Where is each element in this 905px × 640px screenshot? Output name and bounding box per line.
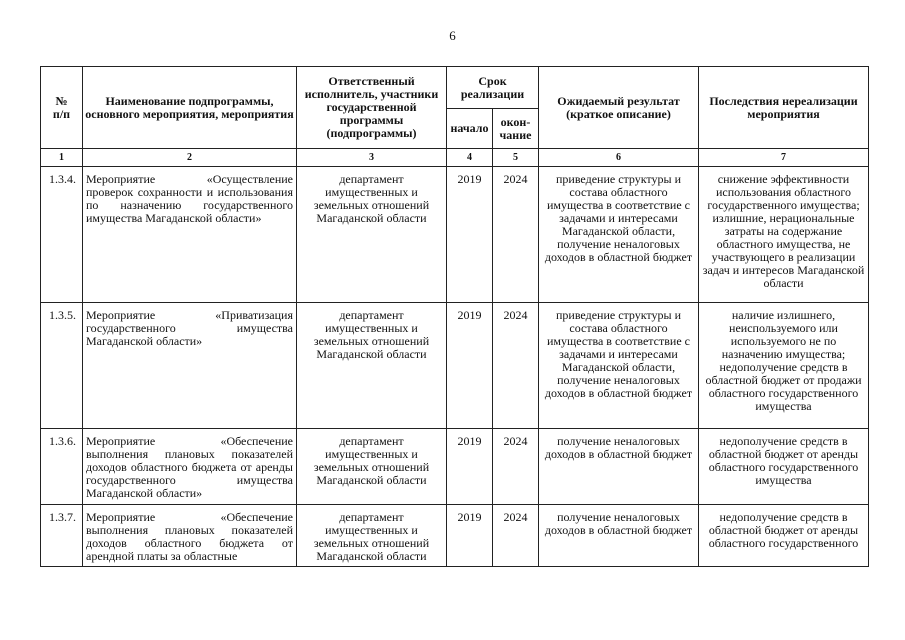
row-end: 2024 [493,505,539,567]
row-name: Мероприятие «Обеспечение выполнения плановых показателей доходов областного бюджета от арендной платы за областные [83,505,297,567]
row-consequence: снижение эффективности использования областного государственного имущества; излишние, нерациональные затраты на содержание областного имущества, не участвующего в реализации задач и интересов Магаданской области [699,167,869,303]
row-executor: департамент имущественных и земельных отношений Магаданской области [297,167,447,303]
header-end: окон- чание [493,109,539,149]
col-number-4: 4 [447,149,493,167]
row-consequence: недополучение средств в областной бюджет от аренды областного государственного [699,505,869,567]
row-name: Мероприятие «Обеспечение выполнения плановых показателей доходов областного бюджета от аренды государственного имущества Магаданской области» [83,429,297,505]
page-number: 6 [449,28,456,43]
col-number-6: 6 [539,149,699,167]
row-executor: департамент имущественных и земельных отношений Магаданской области [297,303,447,429]
header-name: Наименование подпрограммы, основного мероприятия, мероприятия [83,67,297,149]
col-number-7: 7 [699,149,869,167]
program-table [40,66,869,567]
row-start: 2019 [447,429,493,505]
row-consequence: недополучение средств в областной бюджет от аренды областного государственного имущества [699,429,869,505]
table-row [41,429,869,505]
header-number: № п/п [41,67,83,149]
row-result: получение неналоговых доходов в областной бюджет [539,429,699,505]
row-name: Мероприятие «Осуществление проверок сохранности и использования по назначению государственного имущества Магаданской области» [83,167,297,303]
header-result: Ожидаемый результат (краткое описание) [539,67,699,149]
header-executor: Ответственный исполнитель, участники государственной программы (подпрограммы) [297,67,447,149]
row-result: получение неналоговых доходов в областной бюджет [539,505,699,567]
row-result: приведение структуры и состава областного имущества в соответствие с задачами и интересами Магаданской области, получение неналоговых доходов в областной бюджет [539,303,699,429]
row-name: Мероприятие «Приватизация государственного имущества Магаданской области» [83,303,297,429]
col-number-5: 5 [493,149,539,167]
row-number: 1.3.4. [41,167,83,303]
col-number-1: 1 [41,149,83,167]
table-row [41,303,869,429]
row-start: 2019 [447,167,493,303]
row-number: 1.3.5. [41,303,83,429]
row-start: 2019 [447,303,493,429]
row-start: 2019 [447,505,493,567]
row-executor: департамент имущественных и земельных отношений Магаданской области [297,429,447,505]
row-number: 1.3.6. [41,429,83,505]
col-number-2: 2 [83,149,297,167]
row-executor: департамент имущественных и земельных отношений Магаданской области [297,505,447,567]
row-end: 2024 [493,303,539,429]
header-consequence: Последствия нереализации мероприятия [699,67,869,149]
header-term: Срок реализации [447,67,539,109]
header-start: начало [447,109,493,149]
row-result: приведение структуры и состава областного имущества в соответствие с задачами и интересами Магаданской области, получение неналоговых доходов в областной бюджет [539,167,699,303]
row-end: 2024 [493,429,539,505]
row-number: 1.3.7. [41,505,83,567]
col-number-3: 3 [297,149,447,167]
row-end: 2024 [493,167,539,303]
row-consequence: наличие излишнего, неиспользуемого или используемого не по назначению имущества; недополучение средств в областной бюджет от продажи областного государственного имущества [699,303,869,429]
table-row [41,505,869,567]
table-row [41,167,869,303]
